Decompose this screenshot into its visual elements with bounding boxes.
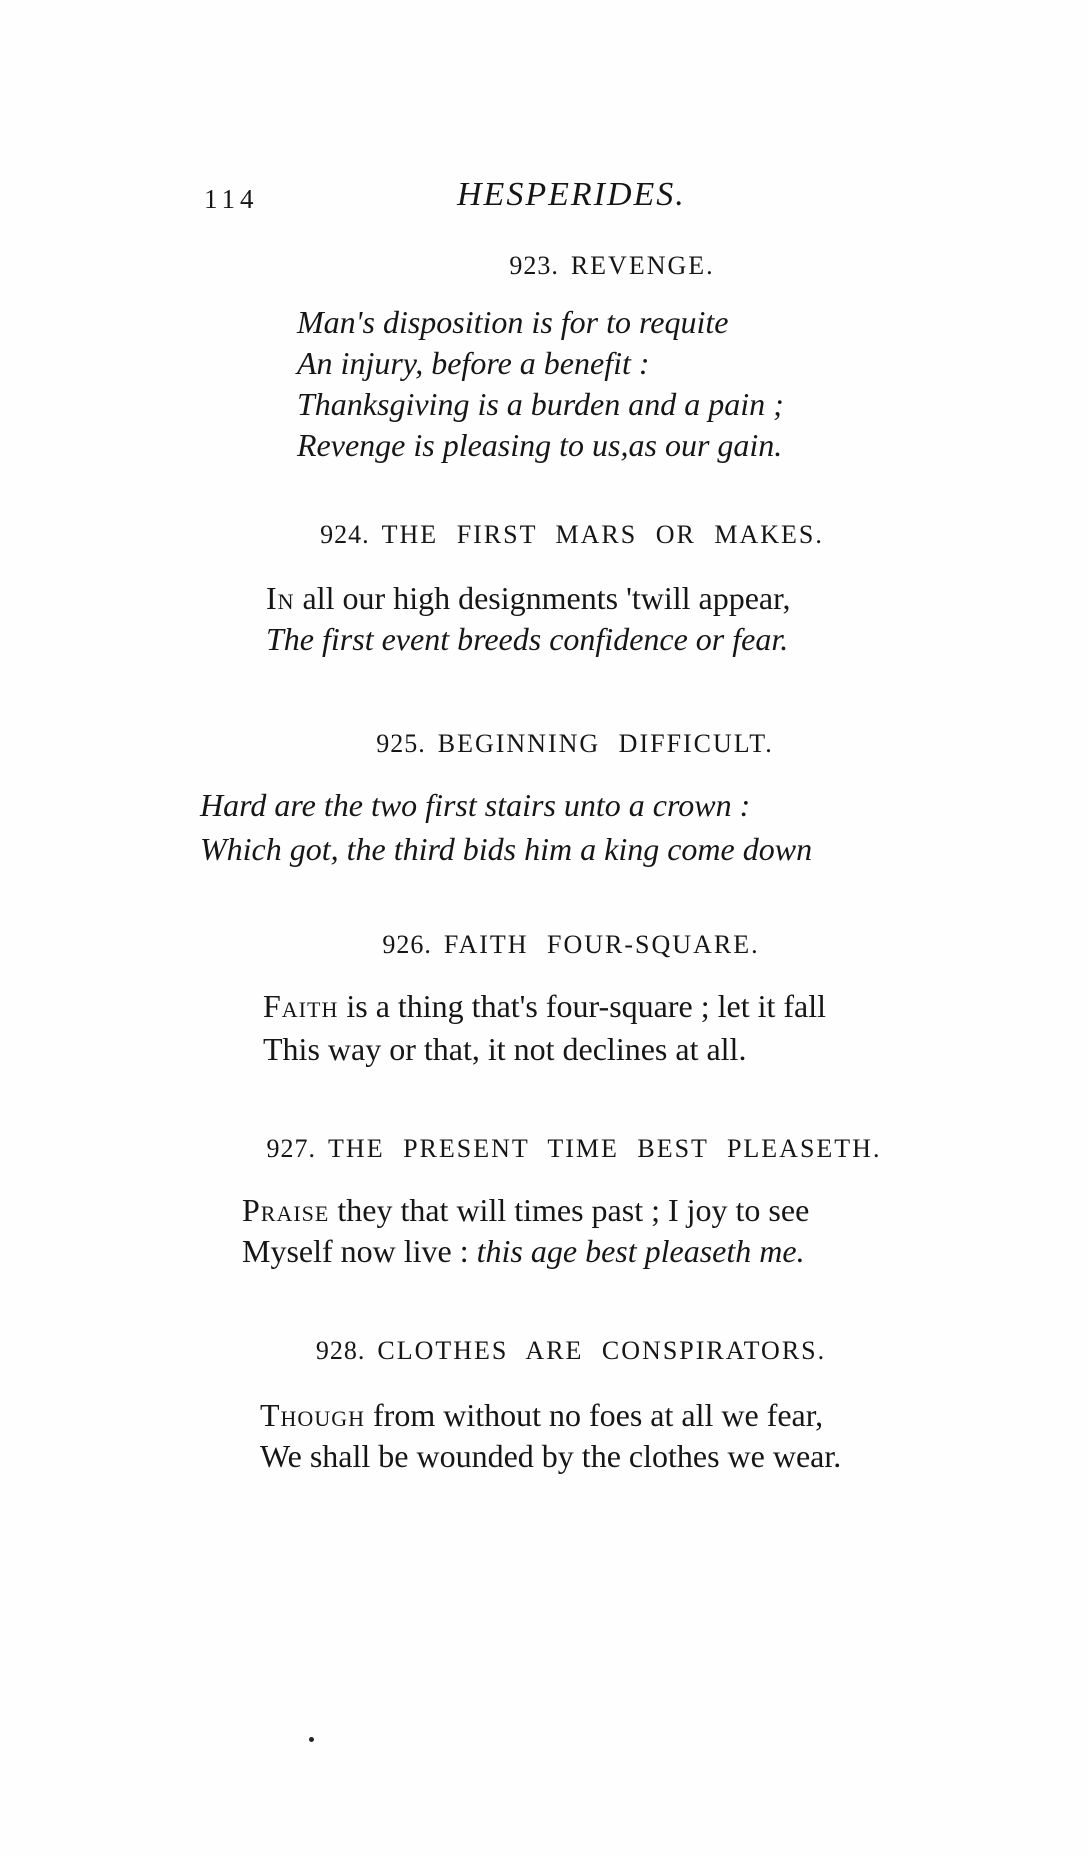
poem-925 <box>200 783 812 871</box>
line-lead-word: Though <box>260 1397 365 1433</box>
poem-number: 928. <box>315 1336 366 1365</box>
line-text: The first event breeds confidence or fear. <box>266 621 789 657</box>
line-lead-word: In <box>266 580 295 616</box>
page-number: 114 <box>204 184 259 214</box>
poem-line <box>266 578 790 619</box>
poem-926 <box>263 985 826 1071</box>
poem-heading-927 <box>267 1134 882 1164</box>
poem-heading-924 <box>320 520 824 550</box>
line-text: Myself now live : <box>242 1233 477 1269</box>
poem-line <box>263 985 826 1028</box>
poem-923 <box>297 302 784 466</box>
poem-line <box>297 343 784 384</box>
poem-number: 925. <box>376 729 426 758</box>
poem-title: BEGINNING DIFFICULT. <box>437 729 774 758</box>
poem-title: THE PRESENT TIME BEST PLEASETH. <box>328 1134 882 1163</box>
line-text-italic: this age best pleaseth me. <box>476 1233 805 1269</box>
line-text: An injury, before a benefit : <box>297 345 650 381</box>
poem-line <box>297 425 784 466</box>
poem-924 <box>266 578 790 660</box>
poem-line <box>242 1190 809 1231</box>
poem-title: FAITH FOUR-SQUARE. <box>443 930 760 959</box>
line-text: from without no foes at all we fear, <box>365 1397 824 1433</box>
line-text: Man's disposition is for to requite <box>297 304 729 340</box>
line-text: Thanksgiving is a burden and a pain ; <box>297 386 784 422</box>
line-text: This way or that, it not declines at all. <box>263 1031 747 1067</box>
poem-number: 923. <box>509 251 559 280</box>
line-text: they that will times past ; I joy to see <box>329 1192 810 1228</box>
line-text: Revenge is pleasing to us,as our gain. <box>297 427 783 463</box>
poem-number: 927. <box>266 1134 317 1163</box>
poem-line <box>263 1028 826 1071</box>
poem-number: 926. <box>382 930 432 959</box>
line-text: is a thing that's four-square ; let it fall <box>338 988 827 1024</box>
poem-heading-928 <box>316 1336 826 1366</box>
line-lead-word: Faith <box>263 988 339 1024</box>
poem-heading-926 <box>382 930 759 960</box>
poem-927 <box>242 1190 809 1272</box>
poem-line <box>200 783 812 827</box>
line-text: Hard are the two first stairs unto a crown : <box>200 787 751 823</box>
poem-number: 924. <box>320 520 370 549</box>
poem-line <box>242 1231 809 1272</box>
line-lead-word: Praise <box>242 1192 330 1228</box>
running-title: HESPERIDES. <box>457 176 686 213</box>
poem-line <box>266 619 790 660</box>
poem-title: REVENGE. <box>570 251 715 280</box>
poem-line <box>297 384 784 425</box>
poem-heading-923 <box>509 251 714 281</box>
poem-line <box>260 1395 841 1436</box>
poem-heading-925 <box>376 729 774 759</box>
line-text: all our high designments 'twill appear, <box>294 580 791 616</box>
poem-line <box>200 827 812 871</box>
line-text: We shall be wounded by the clothes we wear. <box>260 1438 842 1474</box>
poem-title: CLOTHES ARE CONSPIRATORS. <box>377 1336 827 1365</box>
poem-line <box>297 302 784 343</box>
line-text: Which got, the third bids him a king come down <box>200 831 813 867</box>
poem-line <box>260 1436 841 1477</box>
poem-928 <box>260 1395 841 1477</box>
ink-speck <box>309 1737 314 1742</box>
poem-title: THE FIRST MARS OR MAKES. <box>381 520 824 549</box>
